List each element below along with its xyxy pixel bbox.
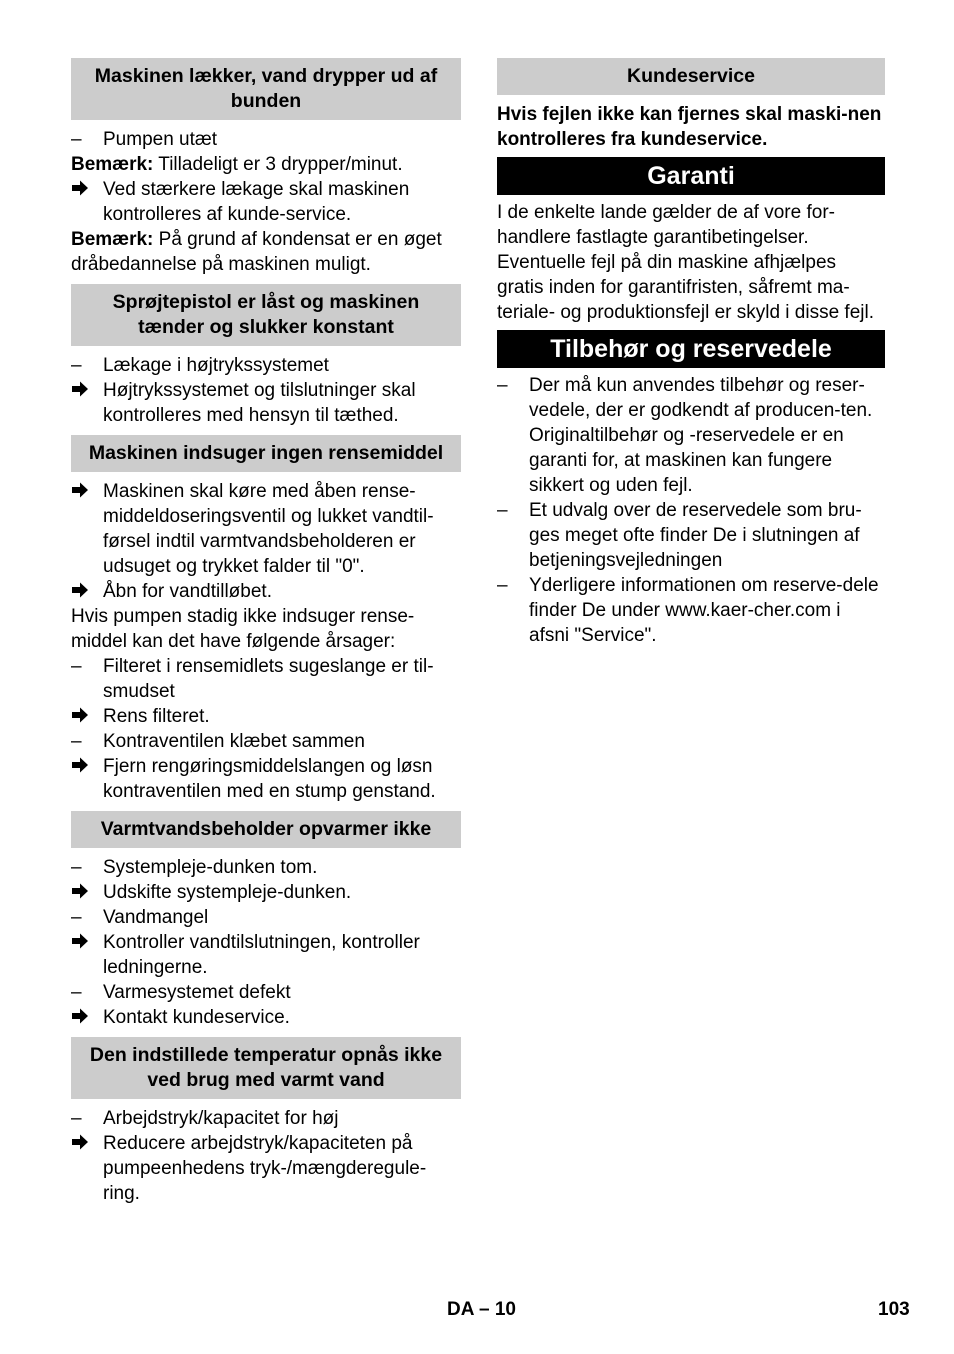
warranty-text: I de enkelte lande gælder de af vore for-handlere fastlagte garantibetingelser. Eventuelle fejl på din maskine afhjælpes gratis inden for garantifristen, såfremt ma-teriale- og produktionsfejl er skyld i disse fejl.: [497, 202, 875, 323]
dash-list-item: [71, 905, 461, 930]
action-list-item: [71, 930, 461, 980]
action-list-item: [71, 479, 461, 579]
arrow-right-icon: [71, 378, 101, 403]
list-item-text: Yderligere informationen om reserve-dele finder De under www.kaer-cher.com i afsni "Service".: [529, 575, 879, 646]
arrow-right-icon: [71, 754, 101, 779]
section-leak: [71, 127, 461, 277]
note-label: Bemærk:: [71, 229, 154, 250]
dash-bullet: –: [497, 575, 508, 596]
list-item-text: Der må kun anvendes tilbehør og reser-vedele, der er godkendt af producen-ten. Originaltilbehør og -reservedele er en garanti for, at maskinen kan fungere sikkert og uden fejl.: [529, 375, 873, 496]
heading-temperature: Den indstillede temperatur opnås ikke ved brug med varmt vand: [71, 1037, 461, 1099]
dash-bullet: –: [71, 1108, 82, 1129]
dash-list-item: [71, 855, 461, 880]
list-item-text: Kontakt kundeservice.: [103, 1007, 290, 1028]
action-list-item: [71, 177, 461, 227]
list-item-text: Kontraventilen klæbet sammen: [103, 731, 365, 752]
dash-list-item: [497, 373, 885, 498]
list-item-text: Åbn for vandtilløbet.: [103, 581, 272, 602]
note-label: Bemærk:: [71, 154, 154, 175]
dash-bullet: –: [71, 857, 82, 878]
dash-list-item: [497, 573, 885, 648]
dash-list-item: [71, 1106, 461, 1131]
note-paragraph: [71, 152, 461, 177]
action-list-item: [71, 1005, 461, 1030]
list-item-text: Rens filteret.: [103, 706, 210, 727]
dash-bullet: –: [71, 355, 82, 376]
dash-bullet: –: [71, 907, 82, 928]
list-item-text: Pumpen utæt: [103, 129, 218, 150]
list-item-text: Kontroller vandtilslutningen, kontroller ledningerne.: [103, 932, 420, 978]
list-item-text: Maskinen skal køre med åben rense-middeldoseringsventil og lukket vandtil-førsel indtil varmtvandsbeholderen er udsuget og trykket falder til "0".: [103, 481, 434, 577]
heading-customer-service: Kundeservice: [497, 58, 885, 95]
dash-bullet: –: [497, 375, 508, 396]
dash-bullet: –: [71, 731, 82, 752]
heading-detergent: Maskinen indsuger ingen rensemiddel: [71, 435, 461, 472]
dash-list-item: [71, 353, 461, 378]
dash-list-item: [71, 729, 461, 754]
dash-list-item: [71, 654, 461, 704]
footer-section-label: DA – 10: [447, 1299, 516, 1320]
arrow-right-icon: [71, 930, 101, 955]
action-list-item: [71, 704, 461, 729]
heading-leak: Maskinen lækker, vand drypper ud af bunden: [71, 58, 461, 120]
dash-list-item: [71, 980, 461, 1005]
action-list-item: [71, 1131, 461, 1206]
heading-boiler: Varmtvandsbeholder opvarmer ikke: [71, 811, 461, 848]
paragraph: Hvis pumpen stadig ikke indsuger rense-middel kan det have følgende årsager:: [71, 606, 415, 652]
list-item-text: Varmesystemet defekt: [103, 982, 291, 1003]
heading-spray-gun: Sprøjtepistol er låst og maskinen tænder og slukker konstant: [71, 284, 461, 346]
list-item-text: Udskifte systempleje-dunken.: [103, 882, 352, 903]
list-item-text: Reducere arbejdstryk/kapaciteten på pumpeenhedens tryk-/mængderegule-ring.: [103, 1133, 427, 1204]
list-item-text: Arbejdstryk/kapacitet for høj: [103, 1108, 339, 1129]
arrow-right-icon: [71, 579, 101, 604]
arrow-right-icon: [71, 880, 101, 905]
dash-bullet: –: [71, 982, 82, 1003]
action-list-item: [71, 754, 461, 804]
list-item-text: Højtrykssystemet og tilslutninger skal kontrolleres med hensyn til tæthed.: [103, 380, 416, 426]
dash-list-item: [497, 498, 885, 573]
action-list-item: [71, 579, 461, 604]
note-text: På grund af kondensat er en øget dråbedannelse på maskinen muligt.: [71, 229, 442, 275]
section-accessories: [497, 373, 885, 648]
arrow-right-icon: [71, 1005, 101, 1030]
heading-accessories: Tilbehør og reservedele: [497, 330, 885, 368]
dash-bullet: –: [71, 656, 82, 677]
section-spray-gun: [71, 353, 461, 428]
dash-bullet: –: [497, 500, 508, 521]
arrow-right-icon: [71, 177, 101, 202]
arrow-right-icon: [71, 704, 101, 729]
list-item-text: Ved stærkere lækage skal maskinen kontrolleres af kunde-service.: [103, 179, 410, 225]
section-boiler: [71, 855, 461, 1030]
list-item-text: Et udvalg over de reservedele som bru-ges meget ofte finder De i slutningen af betjeningsvejledningen: [529, 500, 862, 571]
right-column: [497, 58, 885, 648]
list-item-text: Lækage i højtrykssystemet: [103, 355, 329, 376]
list-item-text: Filteret i rensemidlets sugeslange er til-smudset: [103, 656, 434, 702]
list-item-text: Fjern rengøringsmiddelslangen og løsn kontraventilen med en stump genstand.: [103, 756, 436, 802]
note-text: Tilladeligt er 3 drypper/minut.: [153, 154, 403, 175]
note-paragraph: [71, 227, 461, 277]
heading-warranty: Garanti: [497, 157, 885, 195]
dash-bullet: –: [71, 129, 82, 150]
dash-list-item: [71, 127, 461, 152]
arrow-right-icon: [71, 1131, 101, 1156]
section-temperature: [71, 1106, 461, 1206]
arrow-right-icon: [71, 479, 101, 504]
list-item-text: Vandmangel: [103, 907, 209, 928]
customer-service-text: Hvis fejlen ikke kan fjernes skal maski-nen kontrolleres fra kundeservice.: [497, 104, 882, 150]
left-column: [71, 58, 461, 1206]
list-item-text: Systempleje-dunken tom.: [103, 857, 318, 878]
section-detergent: [71, 479, 461, 804]
page-number: 103: [878, 1299, 910, 1320]
action-list-item: [71, 378, 461, 428]
action-list-item: [71, 880, 461, 905]
